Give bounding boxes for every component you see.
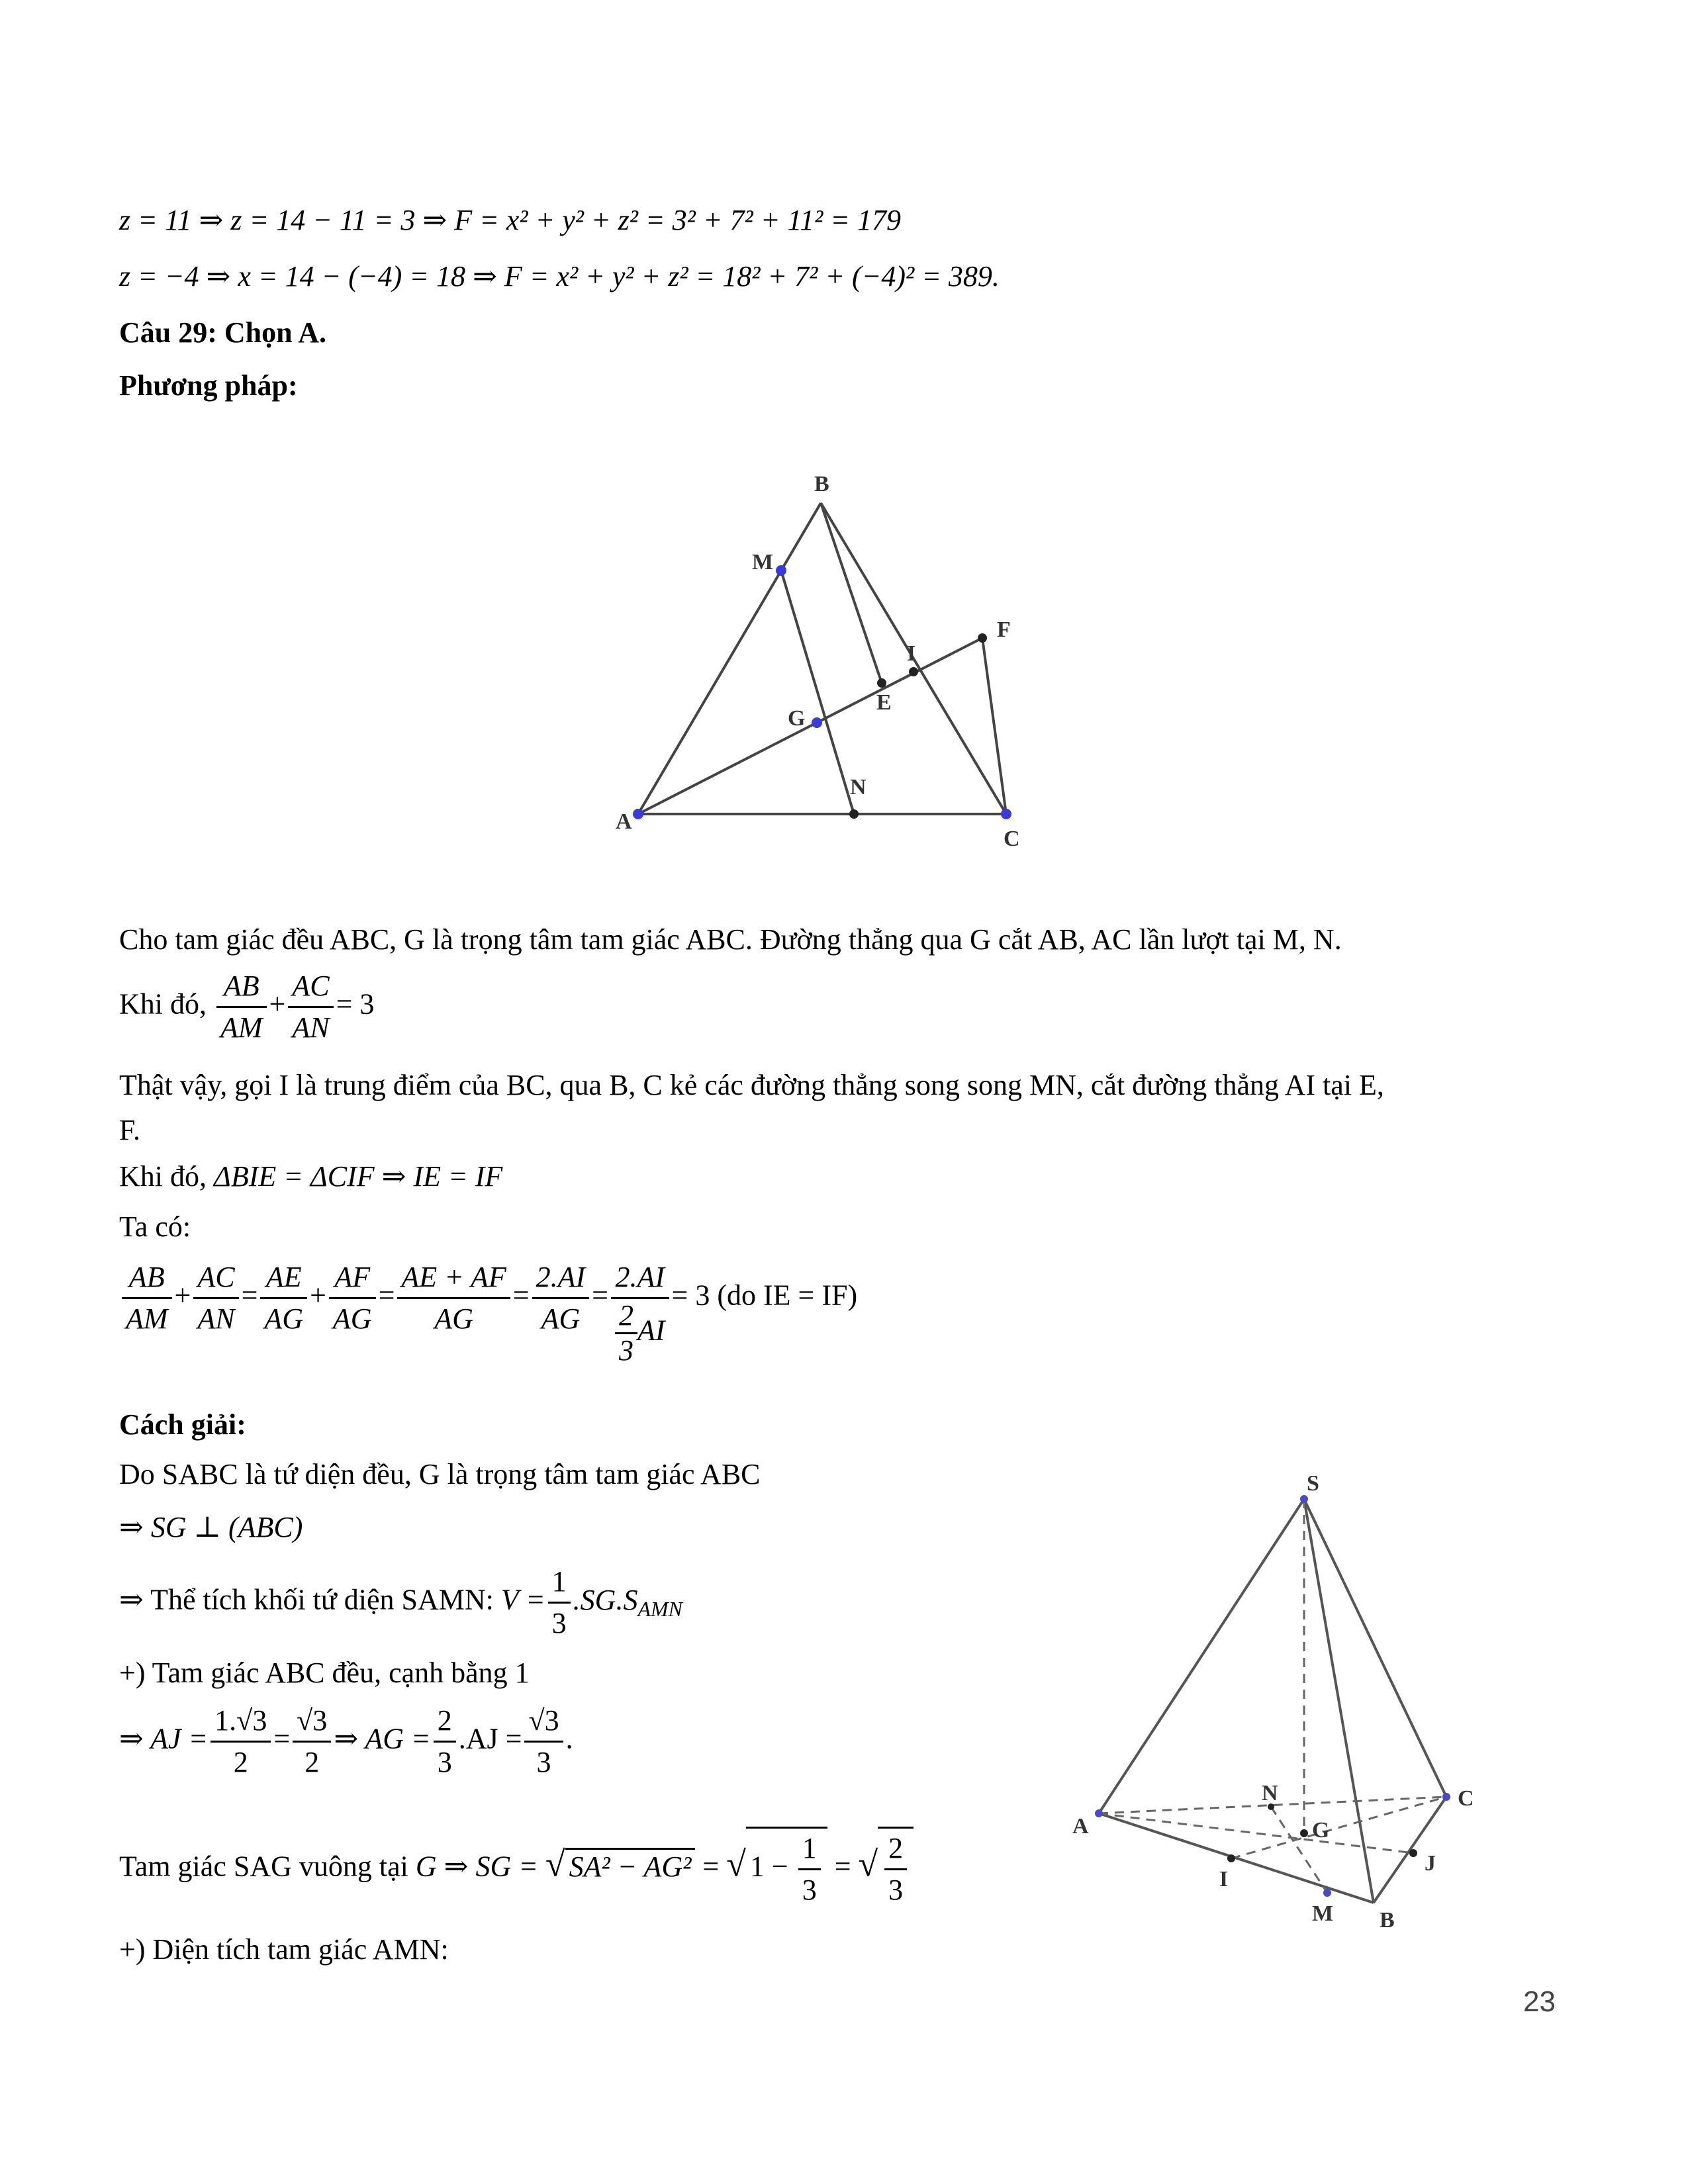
solution-line-6: +) Diện tích tam giác AMN: [119, 1933, 449, 1966]
method-label: Phương pháp: [119, 369, 298, 402]
ta-co: Ta có: [119, 1210, 191, 1243]
point-a [1095, 1809, 1103, 1817]
label-m: M [1312, 1901, 1334, 1926]
point-m [1323, 1889, 1331, 1897]
ratio-derivation: $\frac{AB}{AM}$ + $\frac{AC}{AN}$ = $\frac{AE}{AG}$ + $\frac{AF}{AG}$ = $\frac{AE + AF}{AG}$ = $\frac{2.AI}{AG}$ = 2.AI $\frac{2}{3}$ AI = 3 (do IE = IF) [119, 1257, 857, 1367]
volume-line: ⇒ Thể tích khối tứ diện SAMN: V = $\frac{1}{3}$ $.SG.S_{AMN}$ [119, 1562, 682, 1643]
question-title: Câu 29: Chọn A. [119, 316, 326, 349]
label-a: A [1072, 1814, 1089, 1839]
point-g [1300, 1829, 1308, 1837]
point-n [849, 809, 859, 819]
paragraph-proof: Thật vậy, gọi I là trung điểm của BC, qua B, C kẻ các đường thẳng song song MN, cắt đường thẳng AI tại E, [119, 1069, 1384, 1101]
label-g: G [1312, 1818, 1330, 1843]
solution-line-1: Do SABC là tứ diện đều, G là trọng tâm tam giác ABC [119, 1458, 761, 1490]
label-i: I [907, 641, 916, 666]
label-i: I [1219, 1867, 1229, 1891]
label-e: E [876, 690, 892, 715]
paragraph-intro: Cho tam giác đều ABC, G là trọng tâm tam giác ABC. Đường thẳng qua G cắt AB, AC lần lượt tại M, N. [119, 923, 1342, 956]
ratio-claim: Khi đó, $\frac{AB}{AM}$ + $\frac{AC}{AN}$ = 3 [119, 966, 374, 1048]
label-f: F [997, 617, 1011, 642]
point-g [812, 717, 822, 728]
label-m: M [752, 550, 774, 574]
label-s: S [1307, 1476, 1319, 1496]
label-c: C [1458, 1786, 1474, 1811]
point-m [776, 565, 786, 576]
solution-line-2: ⇒ SG ⊥ (ABC) [119, 1511, 303, 1543]
point-i [1227, 1854, 1235, 1862]
point-a [633, 809, 643, 819]
point-s [1300, 1495, 1308, 1503]
solution-label: Cách giải: [119, 1408, 246, 1441]
volume-prefix: ⇒ Thể tích khối tứ diện SAMN: [119, 1583, 494, 1616]
tetrahedron-figure [1053, 1476, 1503, 1939]
ratio-derivation-note: (do IE = IF) [717, 1279, 858, 1312]
congruence-line [119, 1158, 502, 1195]
sg-prefix: Tam giác SAG vuông tại [119, 1850, 408, 1883]
point-i [909, 667, 918, 676]
paragraph-proof-cont: F. [119, 1114, 140, 1146]
label-n: N [1262, 1781, 1278, 1805]
label-j: J [1425, 1851, 1436, 1876]
label-a: A [616, 809, 632, 834]
congruence-prefix: Khi đó, [119, 1160, 207, 1193]
point-c [1001, 809, 1011, 819]
point-f [978, 633, 987, 643]
math-line-1: z = 11 ⇒ z = 14 − 11 = 3 ⇒ F = x² + y² + z² = 3² + 7² + 11² = 179 [119, 204, 901, 236]
aj-line: ⇒ AJ = $\frac{1.√3}{2}$ = $\frac{√3}{2}$ ⇒ AG = $\frac{2}{3}$ .AJ = $\frac{√3}{3}$ . [119, 1701, 573, 1782]
math-line-2: z = −4 ⇒ x = 14 − (−4) = 18 ⇒ F = x² + y² + z² = 18² + 7² + (−4)² = 389. [119, 260, 1000, 293]
label-c: C [1004, 827, 1020, 851]
point-j [1409, 1849, 1417, 1857]
label-b: B [1380, 1908, 1395, 1933]
page-number: 23 [1523, 1985, 1556, 2018]
congruence-math: ΔBIE = ΔCIF ⇒ IE = IF [214, 1160, 503, 1193]
label-g: G [788, 706, 806, 731]
point-c [1442, 1793, 1450, 1801]
ratio-claim-prefix: Khi đó, [119, 987, 207, 1021]
point-e [877, 678, 886, 688]
sg-line: Tam giác SAG vuông tại G ⇒ SG = √ SA² − AG² = √ 1 − $\frac{1}{3}$ = √ $\frac{2}{3}$ [119, 1827, 914, 1910]
label-b: B [814, 472, 829, 496]
label-n: N [850, 775, 867, 799]
triangle-figure [596, 463, 1059, 860]
solution-line-4: +) Tam giác ABC đều, cạnh bằng 1 [119, 1657, 530, 1689]
